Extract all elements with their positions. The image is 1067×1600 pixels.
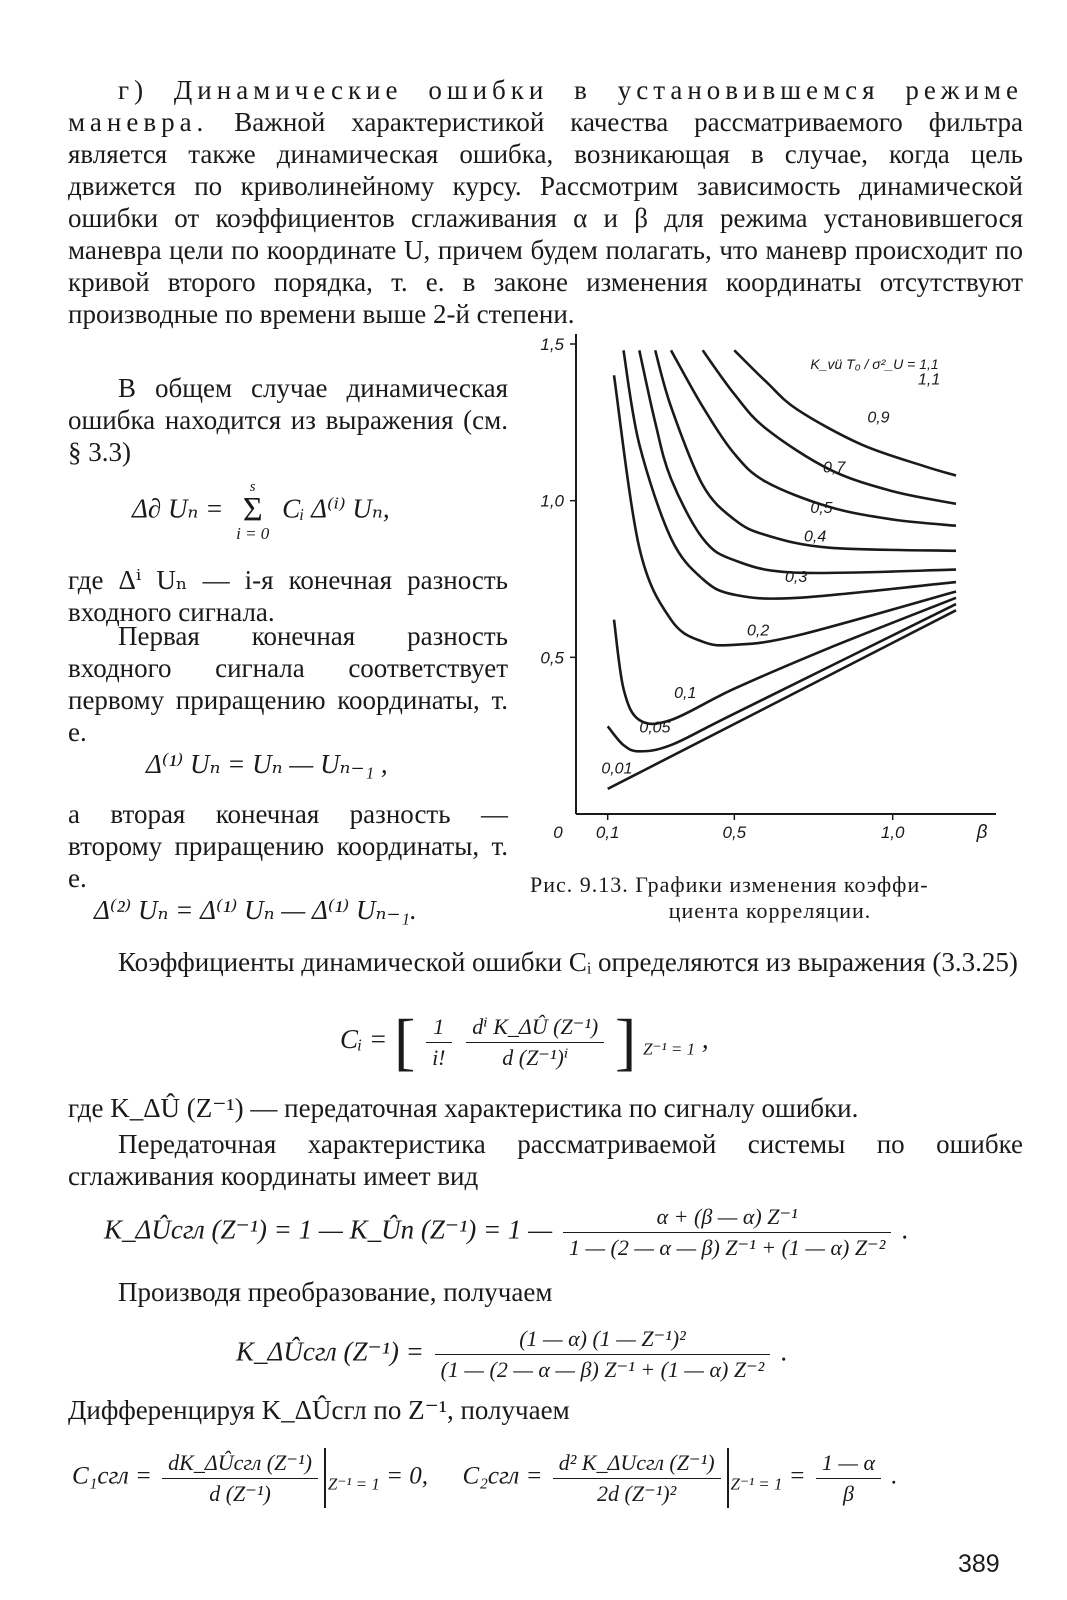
fraction-derivative (466, 1014, 604, 1071)
c2-eval-bar (727, 1448, 729, 1508)
section-heading: г) Динамические ошибки в установившемся режиме маневра. (68, 75, 1023, 137)
paragraph-first-difference: Первая конечная разность входного сигнала соответствует первому приращению координаты, т. е. (68, 621, 508, 747)
paragraph-differentiating: Дифференцируя K_ΔÛсгл по Z⁻¹, получаем (68, 1395, 570, 1425)
curve-0-3 (624, 350, 957, 598)
x-axis-label: β (976, 822, 988, 843)
c2-result-den: β (842, 1480, 854, 1506)
correlation-chart (530, 330, 1020, 860)
c2-den: 2d (Z⁻¹)² (597, 1480, 677, 1506)
sum-upper: s (249, 479, 256, 495)
x-tick-label: 1,0 (880, 823, 905, 842)
legend-annotation: K_vü T₀ / σ²_U = 1,1 (810, 356, 939, 373)
ci-lhs: Cᵢ = (340, 1024, 388, 1055)
c1-lhs: C₁сгл = (72, 1462, 152, 1490)
fraction-derivative-den: d (Z⁻¹)ⁱ (502, 1044, 569, 1070)
sum-lower: i = 0 (236, 524, 270, 543)
x-tick-label: 0,1 (595, 823, 620, 842)
fraction-factorial-den: i! (432, 1044, 446, 1070)
transfer-end: . (902, 1214, 909, 1245)
transfer-den: 1 — (2 — α — β) Z⁻¹ + (1 — α) Z⁻² (568, 1235, 886, 1260)
paragraph-transfer-smoothing: Передаточная характеристика рассматриваемой системы по ошибке сглаживания координаты имеет вид (68, 1129, 1023, 1191)
figure-caption (530, 872, 1010, 924)
curve-0-2 (614, 375, 956, 645)
transformed-num: (1 — α) (1 — Z⁻¹)² (435, 1326, 771, 1355)
curve-0-1 (614, 598, 956, 724)
ci-evaluation-point: Z⁻¹ = 1 (643, 1039, 696, 1059)
c2-lhs: C₂сгл = (462, 1462, 543, 1490)
paragraph-transfer-error: где K_ΔÛ (Z⁻¹) — передаточная характеристика по сигналу ошибки. (68, 1093, 859, 1123)
y-tick-label: 1,0 (540, 491, 564, 511)
paragraph-intro-text: Важной характеристикой качества рассматриваемого фильтра является также динамическая ошибка, возникающая в случае, когда цель движется по криволинейному курсу. Рассмотрим зависимость динамической ошибки от коэффициентов сглаживания α и β для режима установившегося маневра цели по координате U, причем будем полагать, что маневр происходит по кривой второго порядка, т. е. в законе изменения координаты отсутствуют производные по времени выше 2-й степени. (68, 107, 1024, 329)
c1-den: d (Z⁻¹) (209, 1480, 271, 1506)
transfer-fraction (563, 1204, 891, 1261)
transformed-end: . (781, 1336, 788, 1367)
c2-num: d² K_ΔUсгл (Z⁻¹) (553, 1450, 721, 1479)
sum-operator (236, 480, 269, 543)
c1-num: dK_ΔÛсгл (Z⁻¹) (162, 1450, 318, 1479)
y-tick-label: 1,5 (540, 335, 564, 354)
paragraph-general-case: В общем случае динамическая ошибка находится из выражения (см. § 3.3) (68, 373, 508, 467)
c2-fraction (553, 1450, 721, 1507)
c2-result-num: 1 — α (816, 1450, 881, 1479)
transformed-fraction (435, 1326, 771, 1383)
c2-result-fraction (816, 1450, 881, 1507)
fraction-derivative-num: dⁱ K_ΔÛ (Z⁻¹) (466, 1014, 604, 1043)
curve-label-0-4: 0,4 (804, 528, 827, 546)
c1-fraction (162, 1450, 318, 1507)
chart-labels (601, 356, 940, 777)
curve-label-0-2: 0,2 (747, 622, 770, 640)
curve-label-0-7: 0,7 (823, 459, 846, 477)
paragraph-coefficients: Коэффициенты динамической ошибки Cᵢ определяются из выражения (3.3.25) (118, 947, 1018, 977)
c1-result: = 0, (386, 1462, 429, 1490)
formula-transformed (236, 1326, 788, 1383)
caption-line-1: Рис. 9.13. Графики изменения коэффи- (530, 872, 929, 897)
sum-symbol: Σ (242, 491, 263, 528)
paragraph-second-difference: а вторая конечная разность — второму приращению координаты, т. е. (68, 799, 508, 893)
formula-ci (340, 1006, 709, 1077)
curve-label-0-3: 0,3 (785, 569, 808, 587)
formula-dynamic-error (132, 480, 390, 543)
curve-label-0-5: 0,5 (810, 500, 833, 518)
transfer-num: α + (β — α) Z⁻¹ (563, 1204, 891, 1233)
paragraph-intro (68, 74, 1023, 330)
right-bracket: ] (615, 1006, 637, 1077)
left-bracket: [ (394, 1006, 416, 1077)
paragraph-difference-def: где Δⁱ Uₙ — i-я конечная разность входного сигнала. (68, 565, 508, 627)
curve-label-0-05: 0,05 (639, 719, 671, 737)
ci-end: , (701, 1024, 709, 1055)
curve-label-0-9: 0,9 (867, 409, 890, 427)
formula-first-difference: Δ⁽¹⁾ Uₙ = Uₙ — Uₙ₋₁ , (146, 749, 388, 779)
c2-end: . (891, 1462, 898, 1490)
paragraph-transformation: Производя преобразование, получаем (118, 1277, 553, 1307)
c2-equals: = (788, 1462, 806, 1490)
transfer-lhs: K_ΔÛсгл (Z⁻¹) = 1 — K_Ûn (Z⁻¹) = 1 — (104, 1214, 553, 1245)
curve-0-01 (608, 610, 956, 789)
page-number: 389 (958, 1550, 1000, 1578)
fraction-factorial (426, 1014, 451, 1071)
transformed-den: (1 — (2 — α — β) Z⁻¹ + (1 — α) Z⁻² (440, 1357, 765, 1382)
x-tick-label: 0,5 (722, 823, 747, 842)
curve-label-0-01: 0,01 (601, 760, 633, 778)
c1-eval: Z⁻¹ = 1 (327, 1474, 380, 1494)
x-tick-label: 0 (553, 823, 563, 842)
c1-eval-bar (324, 1448, 326, 1508)
caption-line-2: циента корреляции. (668, 898, 872, 923)
formula-rhs: Cᵢ Δ⁽ⁱ⁾ Uₙ, (282, 493, 390, 524)
transformed-lhs: K_ΔÛсгл (Z⁻¹) = (236, 1336, 424, 1367)
fraction-factorial-num: 1 (426, 1014, 451, 1043)
c2-eval: Z⁻¹ = 1 (730, 1474, 783, 1494)
formula-transfer-smoothing (104, 1204, 909, 1261)
formula-lhs: Δ∂ Uₙ = (132, 493, 224, 524)
formula-second-difference: Δ⁽²⁾ Uₙ = Δ⁽¹⁾ Uₙ — Δ⁽¹⁾ Uₙ₋₁. (94, 895, 417, 925)
y-tick-label: 0,5 (540, 648, 564, 668)
curve-label-1-1: 1,1 (918, 371, 941, 389)
curve-label-0-1: 0,1 (674, 685, 697, 703)
formula-coefficients-result (72, 1448, 898, 1508)
